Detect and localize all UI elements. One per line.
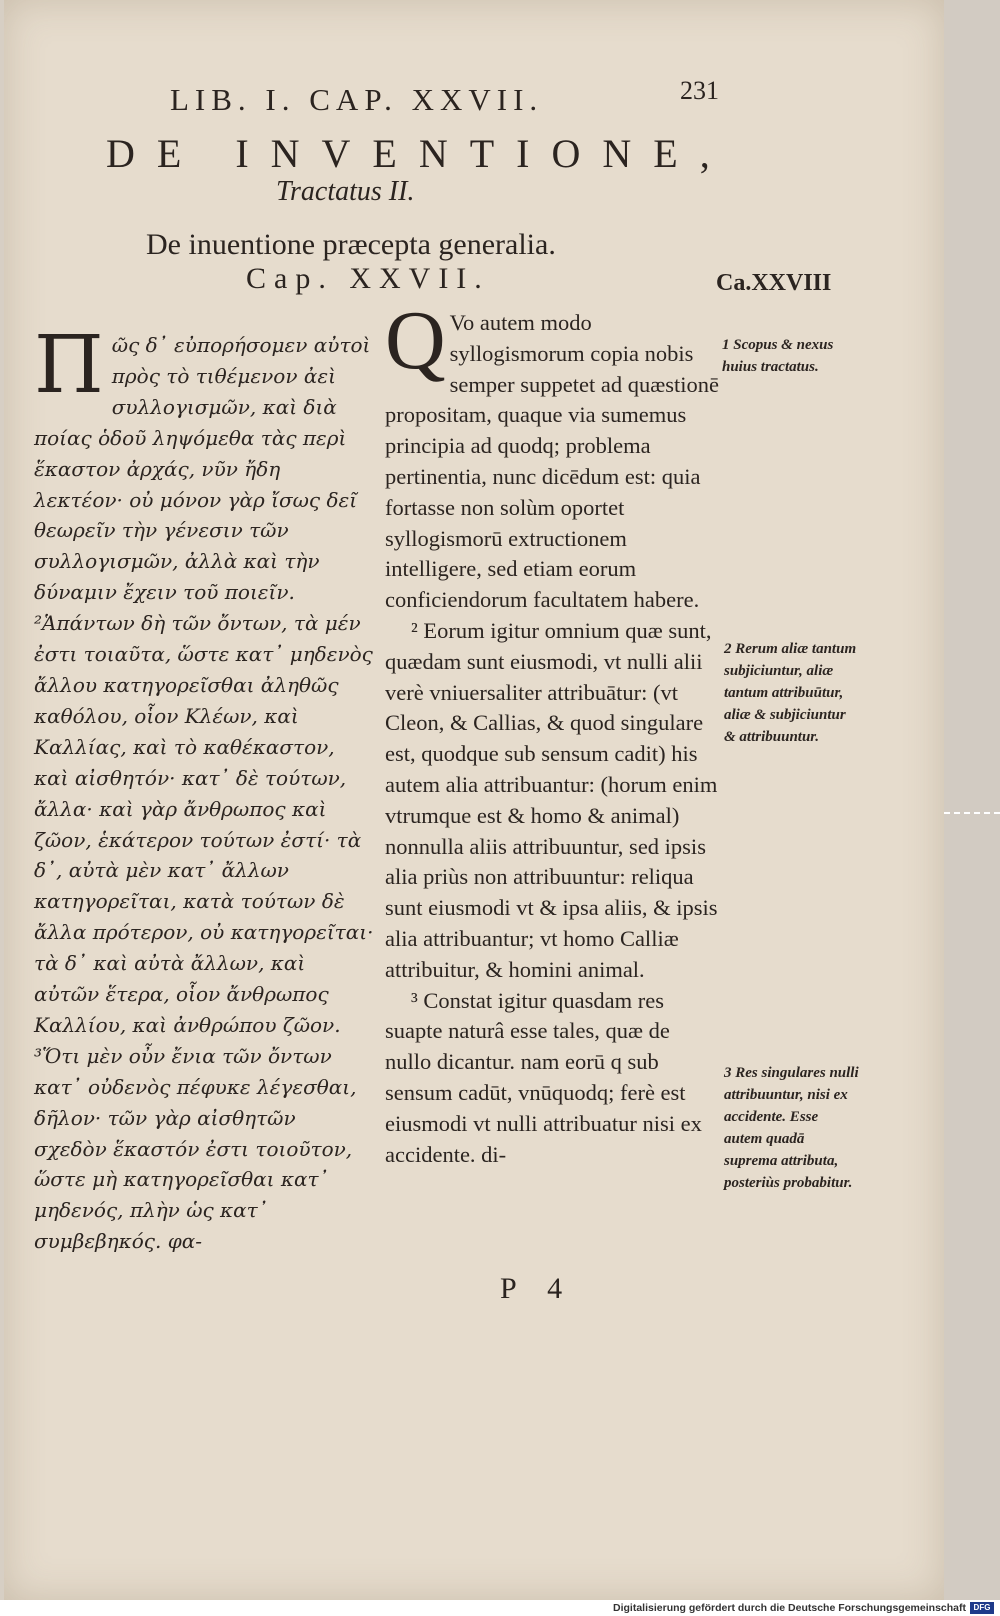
section-title: DE INVENTIONE,	[106, 131, 732, 176]
latin-text-column	[385, 294, 719, 1170]
page-edge	[944, 0, 1000, 1600]
page-number: 231	[680, 76, 719, 105]
latin-dropcap: Q	[385, 294, 446, 387]
tractatus-label: Tractatus II.	[276, 176, 415, 207]
footer-bar	[0, 1600, 1000, 1616]
footer-credit: Digitalisierung gefördert durch die Deutsche Forschungsgemeinschaft	[613, 1602, 966, 1614]
latin-paragraph-1	[385, 294, 719, 616]
greek-text: ῶς δ᾽ εὐπορήσομεν αὐτοὶ πρὸς τὸ τιθέμενον ἀεὶ συλλογισμῶν, καὶ διὰ ποίας ὁδοῦ ληψόμεθα τὰς περὶ ἕκαστον ἀρχάς, νῦν ἤδη λεκτέον· οὐ μόνον γὰρ ἴσως δεῖ θεωρεῖν τὴν γένεσιν τῶν συλλογισμῶν, ἀλλὰ καὶ τὴν δύναμιν ἔχειν τοῦ ποιεῖν. ²Ἁπάντων δὴ τῶν ὄντων, τὰ μέν ἐστι τοιαῦτα, ὥστε κατ᾽ μηδενὸς ἄλλου κατηγορεῖσθαι ἀληθῶς καθόλου, οἷον Κλέων, καὶ Καλλίας, καὶ τὸ καθέκαστον, καὶ αἰσθητόν· κατ᾽ δὲ τούτων, ἄλλα· καὶ γὰρ ἄνθρωπος καὶ ζῶον, ἑκάτερον τούτων ἐστί· τὰ δ᾽, αὐτὰ μὲν κατ᾽ ἄλλων κατηγορεῖται, κατὰ τούτων δὲ ἄλλα πρότερον, οὐ κατηγορεῖται· τὰ δ᾽ καὶ αὐτὰ ἄλλων, καὶ αὐτῶν ἕτερα, οἷον ἄνθρωπος Καλλίου, καὶ ἀνθρώπου ζῶον. ³Ὅτι μὲν οὖν ἔνια τῶν ὄντων κατ᾽ οὐδενὸς πέφυκε λέγεσθαι, δῆλον· τῶν γὰρ αἰσθητῶν σχεδὸν ἕκαστόν ἐστι τοιοῦτον, ὥστε μὴ κατηγορεῖσθαι κατ᾽ μηδενός, πλὴν ὡς κατ᾽ συμβεβηκός. φα-	[34, 333, 374, 1254]
latin-paragraph-1-text: Vo autem modo syllogismorum copia nobis semper suppetet ad quæstionē propositam, quaque via sumemus principia ad quodq; problema pertinentia, nunc dicēdum est: quia fortasse non solùm oportet syllogismorū extructionem intelligere, sed etiam eorum conficiendorum facultatem habere.	[385, 310, 719, 613]
chapter-label: Cap. XXVII.	[246, 262, 490, 295]
margin-note-1: 1 Scopus & nexus huius tractatus.	[722, 337, 834, 375]
margin-note-2: 2 Rerum aliæ tantum subjiciuntur, aliæ tantum attribuūtur, aliæ & subjiciuntur & attribuuntur.	[724, 641, 857, 745]
latin-paragraph-2: ² Eorum igitur omnium quæ sunt, quædam sunt eiusmodi, vt nulli alii verè vniuersaliter attribuātur: (vt Cleon, & Callias, & quod singulare est, quodque sub sensum cadit) his autem alia attribuantur: (horum enim vtrumque est & homo & animal) nonnulla aliis attribuuntur, sed ipsis alia priùs non attribuuntur: reliqua sunt eiusmodi vt & ipsa aliis, & ipsis alia attribuantur; vt homo Calliæ attribuitur, & homini animal.	[385, 617, 718, 982]
edge-dash-mark	[944, 812, 1000, 814]
margin-note-3: 3 Res singulares nulli attribuuntur, nisi ex accidente. Esse autem quadā suprema attributa, posteriùs probabitur.	[724, 1065, 859, 1191]
greek-dropcap: Π	[34, 318, 104, 411]
chapter-subtitle: De inuentione præcepta generalia.	[146, 228, 556, 261]
latin-paragraph-3: ³ Constat igitur quasdam res suapte naturâ esse tales, quæ de nullo dicantur. nam eorū q sub sensum cadūt, vnūquodq; ferè est eiusmodi vt nulli attribuatur nisi ex accidente. di-	[385, 987, 702, 1167]
running-head: LIB. I. CAP. XXVII.	[170, 82, 544, 117]
chapter-label-handwritten: Ca.XXVIII	[716, 270, 832, 296]
dfg-logo: DFG	[970, 1602, 994, 1614]
greek-text-column	[34, 318, 374, 1257]
signature-mark: P 4	[500, 1272, 575, 1305]
